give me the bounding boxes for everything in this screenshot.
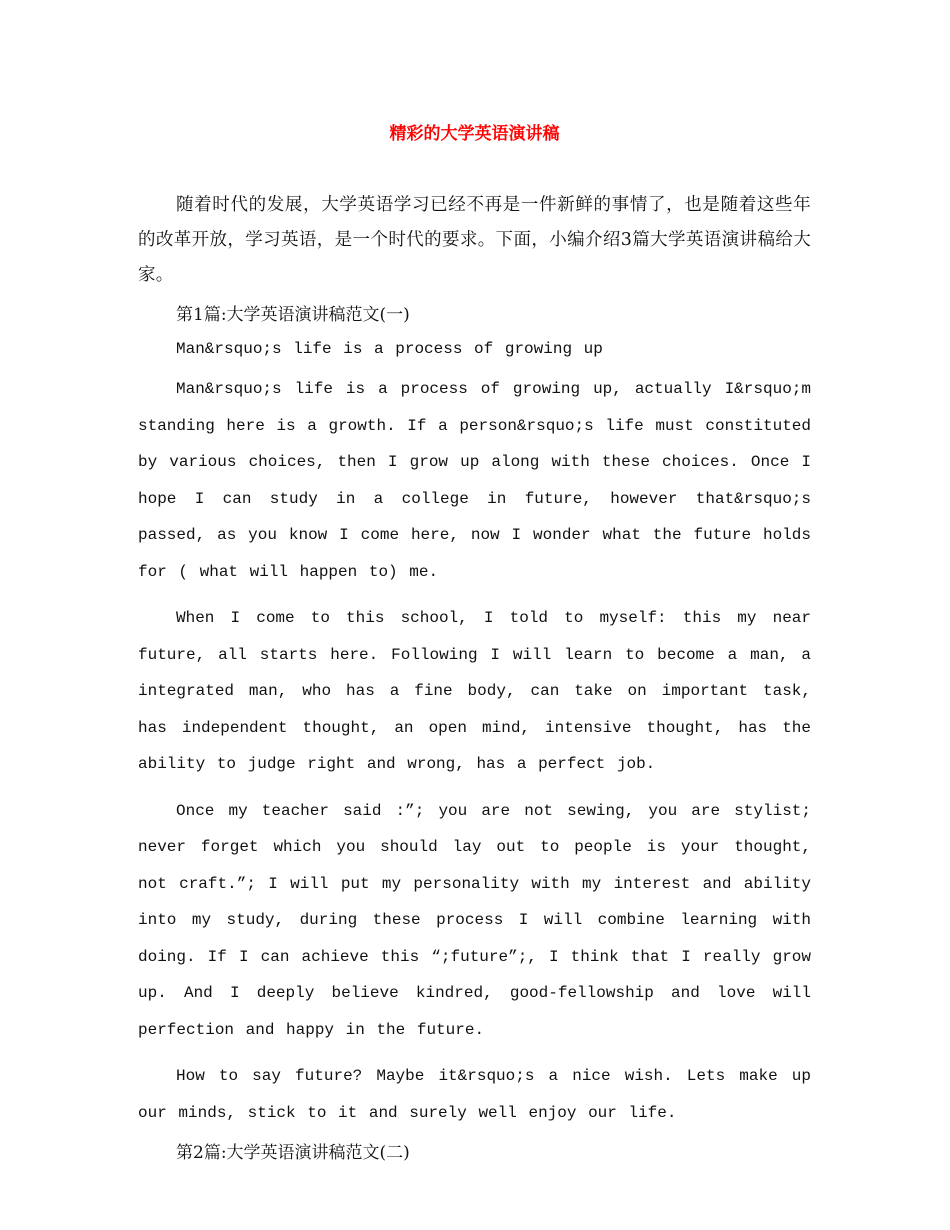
body-paragraph-1: Man&rsquo;s life is a process of growing up, actually I&rsquo;m standing here is a growth. If a person&rsquo;s life must constituted by various choices, then I grow up along with these choices. Once I hope I can study in a college in future, however that&rsquo;s passed, as you know I come here, now I wonder what the future holds for ( what will happen to) me. [138,380,811,581]
section-heading-2: 第2篇:大学英语演讲稿范文(二) [176,1143,410,1163]
speech-title: Man&rsquo;s life is a process of growing up [176,340,603,358]
body-paragraph-3: Once my teacher said :”; you are not sewing, you are stylist; never forget which you should lay out to people is your thought, not craft.”; I will put my personality with my interest and ability into my study, during these process I will combine learning with doing. If I can achieve this “;future”;, I think that I really grow up. And I deeply believe kindred, good-fellowship and love will perfection and happy in the future. [138,801,811,1039]
body-paragraph-4: How to say future? Maybe it&rsquo;s a nice wish. Lets make up our minds, stick to it and surely well enjoy our life. [138,1067,811,1122]
body-paragraph-2: When I come to this school, I told to myself: this my near future, all starts here. Following I will learn to become a man, a integrated man, who has a fine body, can take on important task, has independent thought, an open mind, intensive thought, has the ability to judge right and wrong, has a perfect job. [138,609,811,773]
section-heading-1: 第1篇:大学英语演讲稿范文(一) [176,305,410,325]
document-body [138,120,811,1175]
intro-paragraph: 随着时代的发展，大学英语学习已经不再是一件新鲜的事情了，也是随着这些年的改革开放，学习英语，是一个时代的要求。下面，小编介绍3篇大学英语演讲稿给大家。 [138,195,811,285]
document-title: 精彩的大学英语演讲稿 [389,124,560,144]
